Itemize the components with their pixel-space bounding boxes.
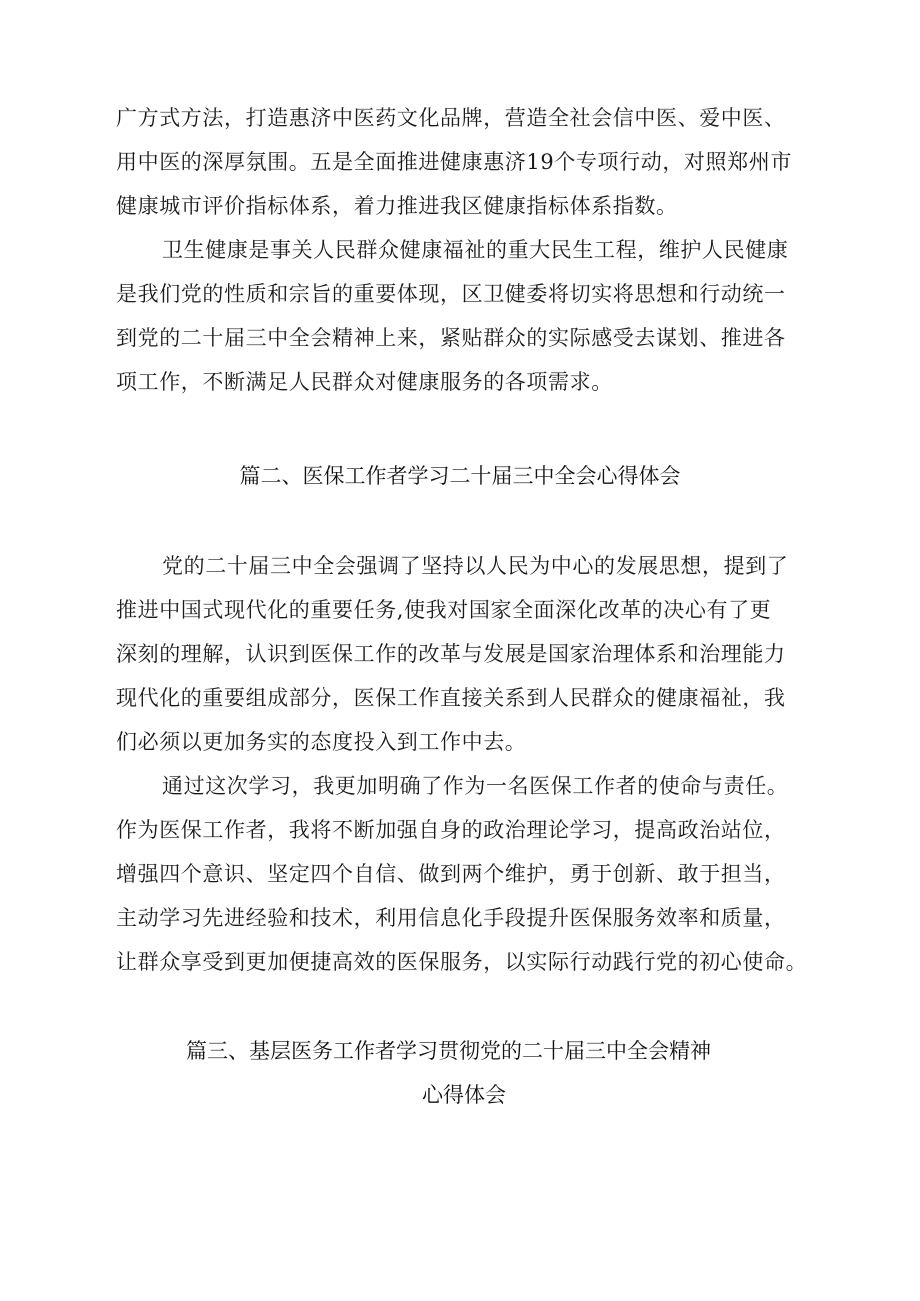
paragraph-line: 推进中国式现代化的重要任务,使我对国家全面深化改革的决心有了更 [116, 598, 772, 622]
paragraph-line: 是我们党的性质和宗旨的重要体现，区卫健委将切实将思想和行动统一 [116, 282, 786, 306]
paragraph-line: 深刻的理解，认识到医保工作的改革与发展是国家治理体系和治理能力 [116, 642, 786, 666]
paragraph-line: 到党的二十届三中全会精神上来，紧贴群众的实际感受去谋划、推进各 [116, 326, 786, 350]
paragraph-line: 现代化的重要组成部分，医保工作直接关系到人民群众的健康福祉，我 [116, 686, 786, 710]
paragraph-line: 通过这次学习，我更加明确了作为一名医保工作者的使命与责任。 [162, 774, 789, 798]
paragraph-line: 们必须以更加务实的态度投入到工作中去。 [116, 730, 527, 754]
paragraph-line: 主动学习先进经验和技术，利用信息化手段提升医保服务效率和质量， [116, 906, 786, 930]
paragraph-line: 让群众享受到更加便捷高效的医保服务，以实际行动践行党的初心使命。 [116, 950, 808, 974]
section-heading: 篇三、基层医务工作者学习贯彻党的二十届三中全会精神 [186, 1039, 711, 1063]
paragraph-line: 项工作，不断满足人民群众对健康服务的各项需求。 [116, 370, 613, 394]
paragraph-line: 增强四个意识、坚定四个自信、做到两个维护，勇于创新、敢于担当， [116, 862, 786, 886]
paragraph-line: 广方式方法，打造惠济中医药文化品牌，营造全社会信中医、爱中医、 [116, 106, 786, 130]
section-heading: 篇二、医保工作者学习二十届三中全会心得体会 [239, 464, 681, 488]
paragraph-line: 党的二十届三中全会强调了坚持以人民为中心的发展思想，提到了 [162, 554, 789, 578]
paragraph-line: 作为医保工作者，我将不断加强自身的政治理论学习，提高政治站位， [116, 818, 786, 842]
paragraph-line: 卫生健康是事关人民群众健康福祉的重大民生工程，维护人民健康 [162, 238, 789, 262]
paragraph-line: 用中医的深厚氛围。五是全面推进健康惠济19个专项行动，对照郑州市 [116, 150, 792, 174]
section-heading-continued: 心得体会 [422, 1083, 506, 1107]
paragraph-line: 健康城市评价指标体系，着力推进我区健康指标体系指数。 [116, 194, 678, 218]
